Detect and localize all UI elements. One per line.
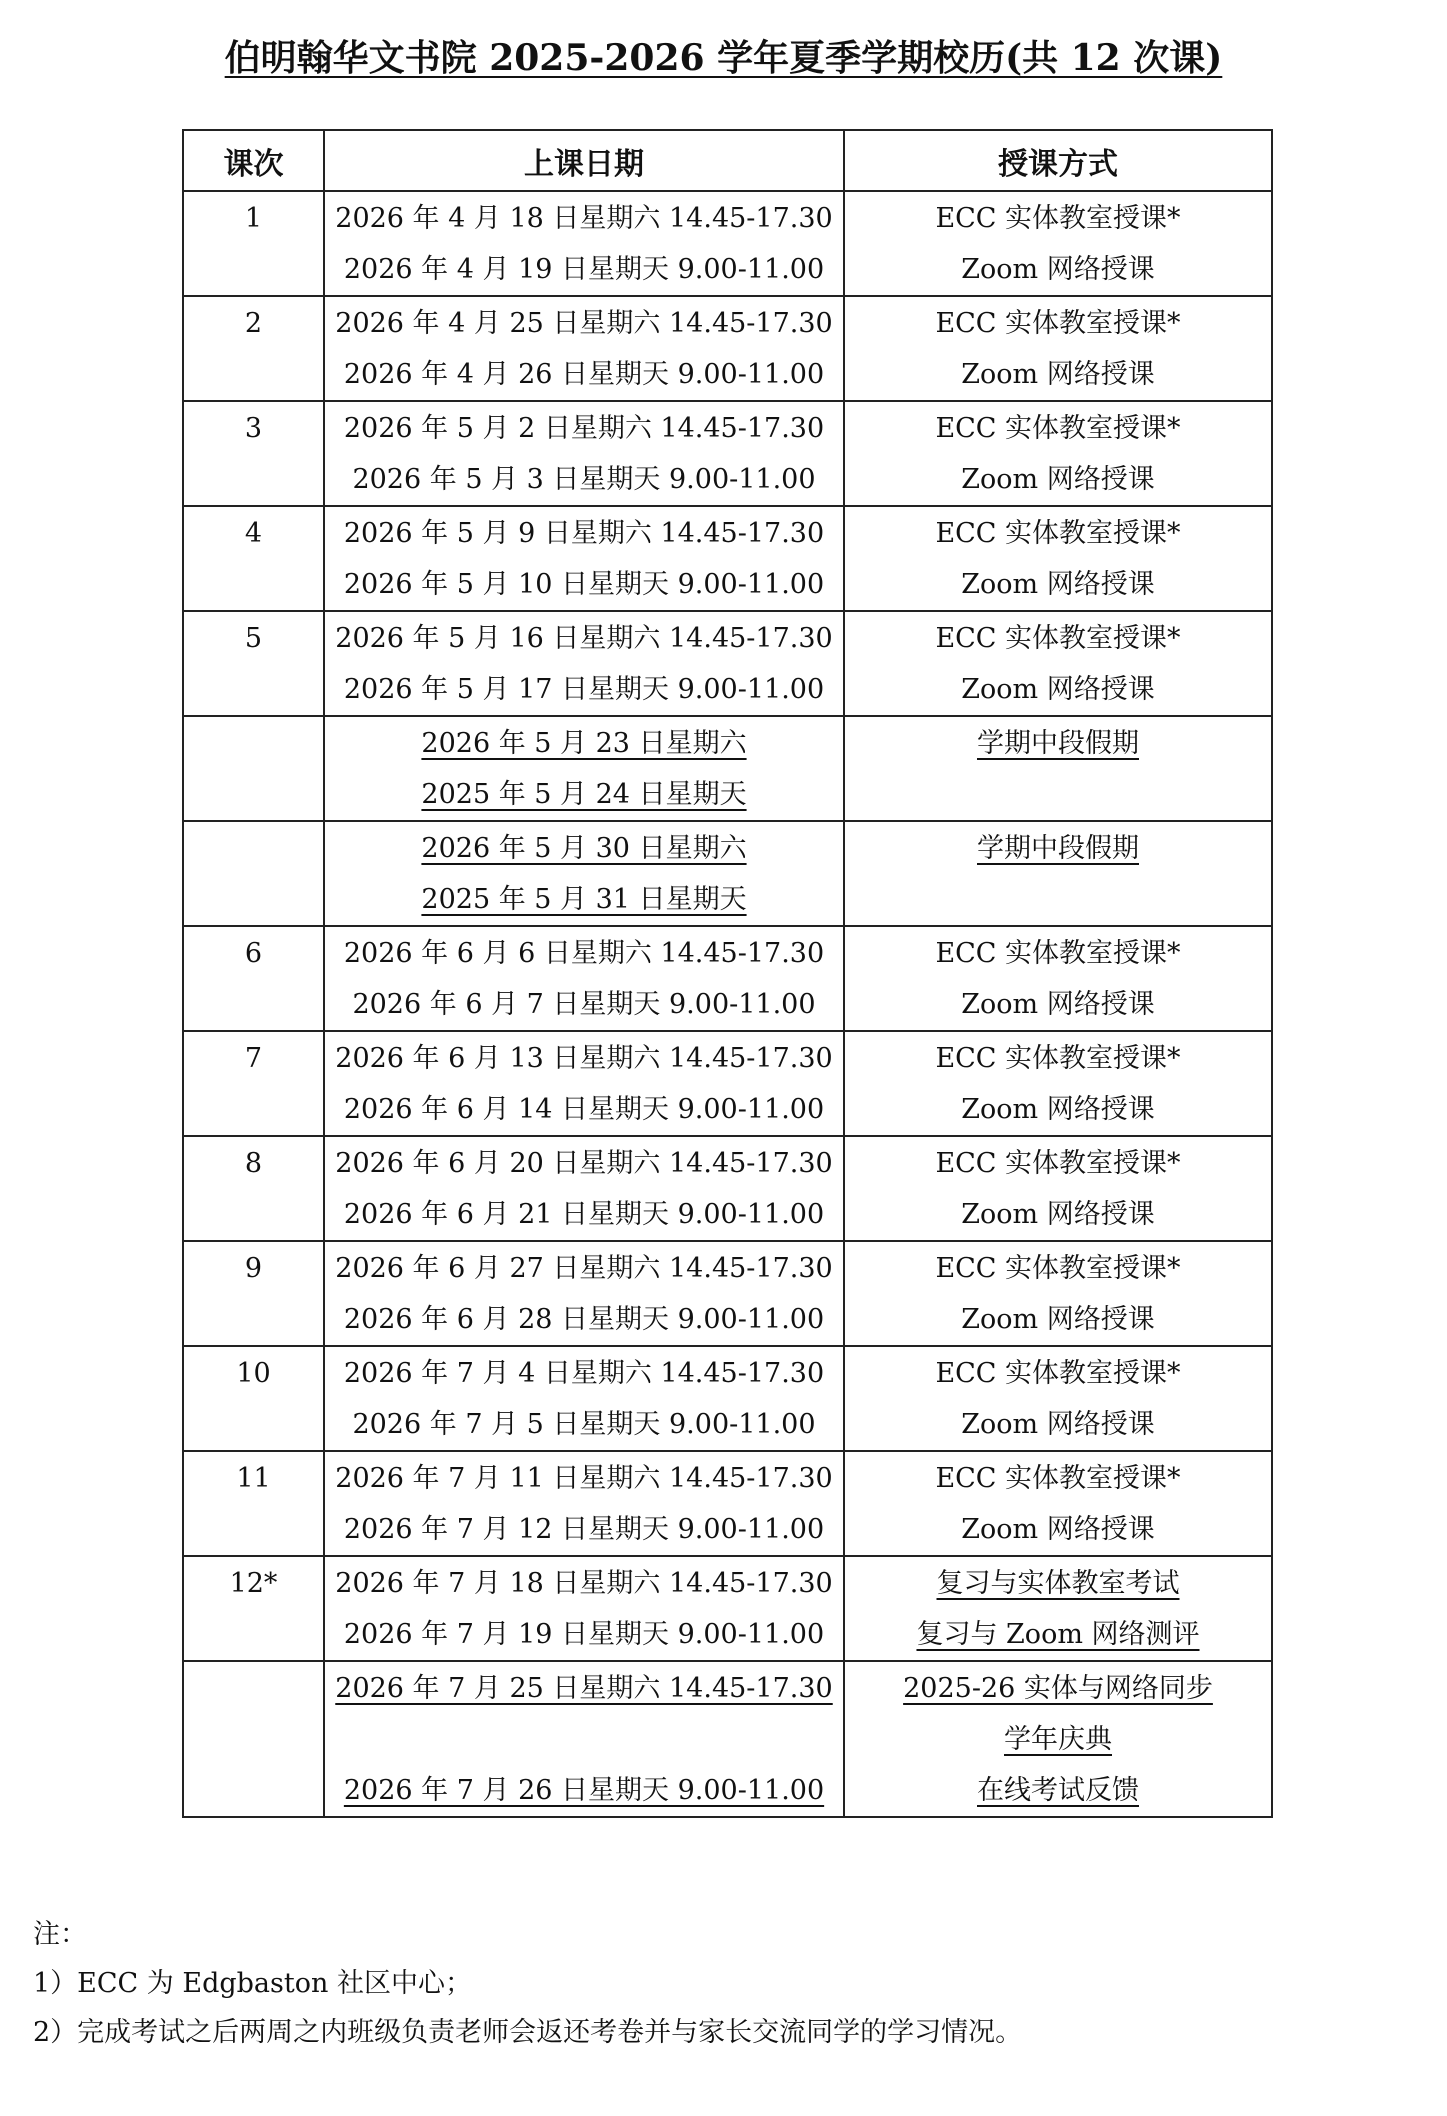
class-date-text: 2026 年 4 月 25 日星期六 14.45-17.30 <box>335 308 833 339</box>
class-date-line <box>325 718 843 769</box>
teaching-mode-line <box>845 508 1271 559</box>
class-date-line <box>325 613 843 664</box>
teaching-mode-line <box>845 718 1271 769</box>
class-date-line <box>325 1348 843 1399</box>
lesson-number <box>184 823 323 874</box>
lesson-number-cell <box>183 926 324 1031</box>
lesson-number-cell <box>183 401 324 506</box>
teaching-mode-cell <box>844 1661 1272 1817</box>
lesson-number: 12* <box>229 1568 278 1599</box>
class-date-line <box>325 1663 843 1714</box>
schedule-rows <box>183 191 1272 1817</box>
table-row <box>183 1241 1272 1346</box>
class-date-line <box>325 244 843 295</box>
teaching-mode-cell <box>844 506 1272 611</box>
teaching-mode-text: 学期中段假期 <box>977 728 1139 759</box>
lesson-number-cell <box>183 716 324 821</box>
class-date-text: 2025 年 5 月 31 日星期天 <box>421 884 747 915</box>
table-row <box>183 821 1272 926</box>
lesson-number-cell <box>183 1661 324 1817</box>
class-date-cell <box>324 191 844 296</box>
page-title <box>0 30 1447 81</box>
teaching-mode-text: Zoom 网络授课 <box>961 569 1155 600</box>
teaching-mode-cell <box>844 1241 1272 1346</box>
class-date-cell <box>324 716 844 821</box>
class-date-text: 2026 年 6 月 20 日星期六 14.45-17.30 <box>335 1148 833 1179</box>
class-date-line <box>325 1558 843 1609</box>
class-date-cell <box>324 611 844 716</box>
teaching-mode-cell <box>844 1136 1272 1241</box>
table-row <box>183 1031 1272 1136</box>
teaching-mode-text: ECC 实体教室授课* <box>935 518 1181 549</box>
lesson-number-cell <box>183 1556 324 1661</box>
class-date-text: 2026 年 4 月 18 日星期六 14.45-17.30 <box>335 203 833 234</box>
class-date-line <box>325 1189 843 1240</box>
class-date-line <box>325 1033 843 1084</box>
class-date-text: 2026 年 7 月 12 日星期天 9.00-11.00 <box>343 1514 825 1545</box>
class-date-line <box>325 1294 843 1345</box>
teaching-mode-cell <box>844 1451 1272 1556</box>
header-lesson-number: 课次 <box>183 130 324 191</box>
notes-section <box>33 1910 1022 2057</box>
teaching-mode-line <box>845 979 1271 1030</box>
table-row <box>183 506 1272 611</box>
class-date-line <box>325 1243 843 1294</box>
class-date-line <box>325 664 843 715</box>
class-date-text: 2026 年 7 月 5 日星期天 9.00-11.00 <box>352 1409 816 1440</box>
teaching-mode-text: 学年庆典 <box>1004 1724 1112 1755</box>
lesson-number: 11 <box>236 1463 271 1494</box>
note-item: 2）完成考试之后两周之内班级负责老师会返还考卷并与家长交流同学的学习情况。 <box>33 2017 1023 2048</box>
teaching-mode-text: ECC 实体教室授课* <box>935 413 1181 444</box>
teaching-mode-line <box>845 1138 1271 1189</box>
teaching-mode-line <box>845 403 1271 454</box>
teaching-mode-line <box>845 1663 1271 1714</box>
table-row <box>183 1346 1272 1451</box>
class-date-cell <box>324 1136 844 1241</box>
table-row <box>183 926 1272 1031</box>
teaching-mode-text: Zoom 网络授课 <box>961 254 1155 285</box>
class-date-line <box>325 928 843 979</box>
class-date-cell <box>324 296 844 401</box>
teaching-mode-cell <box>844 716 1272 821</box>
teaching-mode-line <box>845 1294 1271 1345</box>
teaching-mode-cell <box>844 296 1272 401</box>
class-date-cell <box>324 926 844 1031</box>
teaching-mode-cell <box>844 1556 1272 1661</box>
teaching-mode-cell <box>844 926 1272 1031</box>
teaching-mode-line <box>845 349 1271 400</box>
class-date-cell <box>324 1556 844 1661</box>
teaching-mode-line <box>845 1189 1271 1240</box>
teaching-mode-line <box>845 244 1271 295</box>
teaching-mode-text: ECC 实体教室授课* <box>935 623 1181 654</box>
teaching-mode-text: Zoom 网络授课 <box>961 1514 1155 1545</box>
class-date-text: 2026 年 5 月 23 日星期六 <box>421 728 747 759</box>
class-date-text: 2026 年 5 月 9 日星期六 14.45-17.30 <box>343 518 825 549</box>
table-row <box>183 296 1272 401</box>
class-date-text: 2026 年 4 月 19 日星期天 9.00-11.00 <box>343 254 825 285</box>
teaching-mode-text: ECC 实体教室授课* <box>935 308 1181 339</box>
class-date-text: 2026 年 6 月 28 日星期天 9.00-11.00 <box>343 1304 825 1335</box>
class-date-cell <box>324 1241 844 1346</box>
lesson-number <box>184 718 323 769</box>
class-date-text: 2026 年 7 月 19 日星期天 9.00-11.00 <box>343 1619 825 1650</box>
table-header-row <box>183 130 1272 191</box>
class-date-text: 2026 年 5 月 2 日星期六 14.45-17.30 <box>343 413 825 444</box>
class-date-text: 2026 年 4 月 26 日星期天 9.00-11.00 <box>343 359 825 390</box>
table-row <box>183 1136 1272 1241</box>
lesson-number-cell <box>183 191 324 296</box>
lesson-number: 7 <box>244 1043 263 1074</box>
teaching-mode-text: 学期中段假期 <box>977 833 1139 864</box>
class-date-text: 2026 年 5 月 3 日星期天 9.00-11.00 <box>352 464 816 495</box>
class-date-line <box>325 1138 843 1189</box>
lesson-number-cell <box>183 821 324 926</box>
teaching-mode-text: Zoom 网络授课 <box>961 359 1155 390</box>
teaching-mode-line <box>845 454 1271 505</box>
teaching-mode-line <box>845 193 1271 244</box>
teaching-mode-line <box>845 1609 1271 1660</box>
class-date-text: 2026 年 6 月 14 日星期天 9.00-11.00 <box>343 1094 825 1125</box>
teaching-mode-text: ECC 实体教室授课* <box>935 1148 1181 1179</box>
class-date-line <box>325 1399 843 1450</box>
table-row <box>183 401 1272 506</box>
lesson-number-cell <box>183 1451 324 1556</box>
class-date-text: 2025 年 5 月 24 日星期天 <box>421 779 747 810</box>
class-date-text: 2026 年 6 月 7 日星期天 9.00-11.00 <box>352 989 816 1020</box>
teaching-mode-text: ECC 实体教室授课* <box>935 203 1181 234</box>
lesson-number-cell <box>183 1031 324 1136</box>
class-date-line <box>325 874 843 925</box>
class-date-text: 2026 年 7 月 26 日星期天 9.00-11.00 <box>343 1775 825 1806</box>
teaching-mode-text: ECC 实体教室授课* <box>935 1358 1181 1389</box>
teaching-mode-text: Zoom 网络授课 <box>961 1199 1155 1230</box>
teaching-mode-text: Zoom 网络授课 <box>961 674 1155 705</box>
schedule-table <box>182 129 1273 1818</box>
teaching-mode-line <box>845 1084 1271 1135</box>
teaching-mode-text: Zoom 网络授课 <box>961 1304 1155 1335</box>
teaching-mode-line <box>845 613 1271 664</box>
teaching-mode-cell <box>844 821 1272 926</box>
class-date-text: 2026 年 6 月 6 日星期六 14.45-17.30 <box>343 938 825 969</box>
class-date-line <box>325 1084 843 1135</box>
class-date-text: 2026 年 7 月 4 日星期六 14.45-17.30 <box>343 1358 825 1389</box>
class-date-text: 2026 年 7 月 25 日星期六 14.45-17.30 <box>335 1673 833 1704</box>
class-date-text: 2026 年 6 月 21 日星期天 9.00-11.00 <box>343 1199 825 1230</box>
class-date-line <box>325 559 843 610</box>
lesson-number <box>184 1663 323 1714</box>
teaching-mode-text: 在线考试反馈 <box>977 1775 1139 1806</box>
header-class-date: 上课日期 <box>324 130 844 191</box>
teaching-mode-text: Zoom 网络授课 <box>961 464 1155 495</box>
lesson-number-cell <box>183 611 324 716</box>
lesson-number: 10 <box>236 1358 271 1389</box>
teaching-mode-text: 2025-26 实体与网络同步 <box>903 1673 1213 1704</box>
teaching-mode-line <box>845 1558 1271 1609</box>
class-date-cell <box>324 401 844 506</box>
class-date-line <box>325 193 843 244</box>
teaching-mode-text: 复习与 Zoom 网络测评 <box>916 1619 1200 1650</box>
teaching-mode-line <box>845 928 1271 979</box>
class-date-line <box>325 823 843 874</box>
class-date-line <box>325 403 843 454</box>
teaching-mode-cell <box>844 191 1272 296</box>
teaching-mode-cell <box>844 611 1272 716</box>
lesson-number-cell <box>183 1241 324 1346</box>
class-date-text: 2026 年 5 月 16 日星期六 14.45-17.30 <box>335 623 833 654</box>
header-teaching-mode: 授课方式 <box>844 130 1272 191</box>
lesson-number: 3 <box>244 413 263 444</box>
class-date-text: 2026 年 6 月 27 日星期六 14.45-17.30 <box>335 1253 833 1284</box>
lesson-number-cell <box>183 296 324 401</box>
lesson-number: 8 <box>244 1148 263 1179</box>
teaching-mode-line <box>845 1714 1271 1765</box>
class-date-text: 2026 年 5 月 17 日星期天 9.00-11.00 <box>343 674 825 705</box>
class-date-text: 2026 年 5 月 30 日星期六 <box>421 833 747 864</box>
teaching-mode-text: Zoom 网络授课 <box>961 1409 1155 1440</box>
teaching-mode-text: 复习与实体教室考试 <box>936 1568 1180 1599</box>
teaching-mode-line <box>845 559 1271 610</box>
class-date-text: 2026 年 5 月 10 日星期天 9.00-11.00 <box>343 569 825 600</box>
teaching-mode-line <box>845 664 1271 715</box>
class-date-cell <box>324 506 844 611</box>
class-date-line <box>325 1714 843 1765</box>
table-row <box>183 1556 1272 1661</box>
notes-heading: 注： <box>33 1919 87 1950</box>
table-row <box>183 1661 1272 1817</box>
class-date-cell <box>324 1451 844 1556</box>
table-row <box>183 191 1272 296</box>
class-date-cell <box>324 1661 844 1817</box>
lesson-number: 1 <box>244 203 263 234</box>
page-title-text: 伯明翰华文书院 2025-2026 学年夏季学期校历(共 12 次课) <box>224 37 1223 79</box>
teaching-mode-line <box>845 1033 1271 1084</box>
teaching-mode-line <box>845 298 1271 349</box>
lesson-number-cell <box>183 1346 324 1451</box>
class-date-line <box>325 349 843 400</box>
class-date-line <box>325 298 843 349</box>
class-date-cell <box>324 1346 844 1451</box>
teaching-mode-line <box>845 1453 1271 1504</box>
table-row <box>183 716 1272 821</box>
teaching-mode-line <box>845 1399 1271 1450</box>
teaching-mode-text: Zoom 网络授课 <box>961 989 1155 1020</box>
class-date-cell <box>324 821 844 926</box>
teaching-mode-line <box>845 1504 1271 1555</box>
class-date-line <box>325 508 843 559</box>
teaching-mode-cell <box>844 1031 1272 1136</box>
class-date-line <box>325 1765 843 1816</box>
teaching-mode-text: ECC 实体教室授课* <box>935 938 1181 969</box>
lesson-number-cell <box>183 1136 324 1241</box>
teaching-mode-text: Zoom 网络授课 <box>961 1094 1155 1125</box>
class-date-line <box>325 454 843 505</box>
class-date-text: 2026 年 6 月 13 日星期六 14.45-17.30 <box>335 1043 833 1074</box>
class-date-line <box>325 1504 843 1555</box>
lesson-number: 2 <box>244 308 263 339</box>
lesson-number: 5 <box>244 623 263 654</box>
note-item: 1）ECC 为 Edgbaston 社区中心； <box>33 1968 472 1999</box>
teaching-mode-line <box>845 1243 1271 1294</box>
table-row <box>183 1451 1272 1556</box>
teaching-mode-text: ECC 实体教室授课* <box>935 1463 1181 1494</box>
class-date-line <box>325 1609 843 1660</box>
class-date-line <box>325 979 843 1030</box>
class-date-text: 2026 年 7 月 11 日星期六 14.45-17.30 <box>335 1463 833 1494</box>
lesson-number: 6 <box>244 938 263 969</box>
class-date-text: 2026 年 7 月 18 日星期六 14.45-17.30 <box>335 1568 833 1599</box>
teaching-mode-line <box>845 1348 1271 1399</box>
class-date-line <box>325 1453 843 1504</box>
class-date-cell <box>324 1031 844 1136</box>
teaching-mode-text: ECC 实体教室授课* <box>935 1253 1181 1284</box>
teaching-mode-text: ECC 实体教室授课* <box>935 1043 1181 1074</box>
teaching-mode-line <box>845 823 1271 874</box>
table-row <box>183 611 1272 716</box>
teaching-mode-cell <box>844 401 1272 506</box>
lesson-number-cell <box>183 506 324 611</box>
lesson-number: 4 <box>244 518 263 549</box>
teaching-mode-line <box>845 1765 1271 1816</box>
lesson-number: 9 <box>244 1253 263 1284</box>
teaching-mode-cell <box>844 1346 1272 1451</box>
class-date-line <box>325 769 843 820</box>
